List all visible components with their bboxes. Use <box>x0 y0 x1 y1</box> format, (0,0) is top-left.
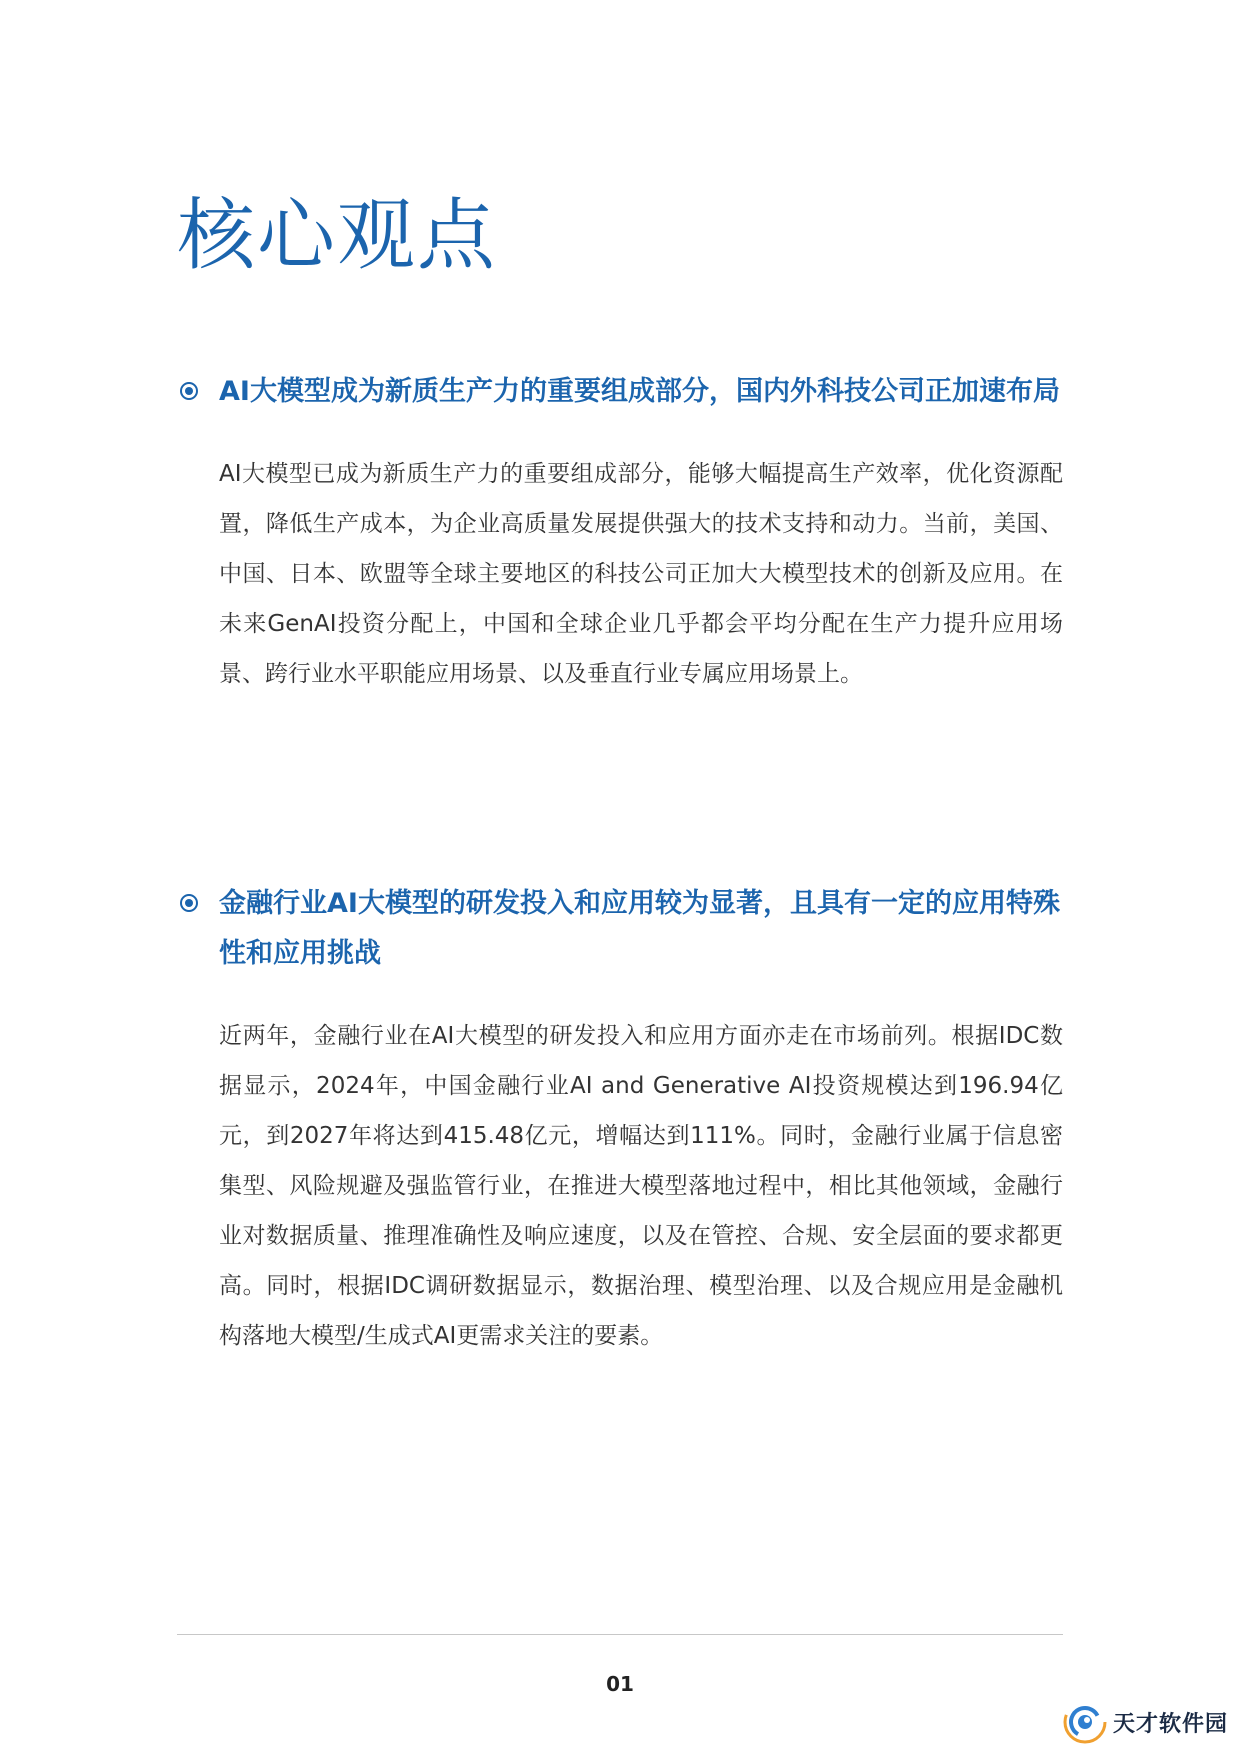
radio-bullet-icon <box>180 382 198 400</box>
page-title: 核心观点 <box>177 191 498 281</box>
page-number: 01 <box>606 1672 634 1696</box>
watermark <box>1063 1698 1228 1746</box>
key-point-1-heading: AI大模型成为新质生产力的重要组成部分，国内外科技公司正加速布局 <box>219 376 1060 407</box>
radio-bullet-icon <box>180 894 198 912</box>
key-point-1-body: AI大模型已成为新质生产力的重要组成部分，能够大幅提高生产效率，优化资源配置，降低生产成本，为企业高质量发展提供强大的技术支持和动力。当前，美国、中国、日本、欧盟等全球主要地区的科技公司正加大大模型技术的创新及应用。在未来GenAI投资分配上，中国和全球企业几乎都会平均分配在生产力提升应用场景、跨行业水平职能应用场景、以及垂直行业专属应用场景上。 <box>219 461 1063 687</box>
key-point-2 <box>177 879 1063 1361</box>
watermark-text: 天才软件园 <box>1112 1711 1228 1737</box>
key-point-2-heading-row <box>177 879 1063 979</box>
key-point-2-heading: 金融行业AI大模型的研发投入和应用较为显著，且具有一定的应用特殊性和应用挑战 <box>219 888 1060 969</box>
swirl-logo-icon <box>1063 1700 1107 1744</box>
key-point-1 <box>177 367 1063 699</box>
key-point-2-body: 近两年，金融行业在AI大模型的研发投入和应用方面亦走在市场前列。根据IDC数据显示，2024年，中国金融行业AI and Generative AI投资规模达到196.94亿元，到2027年将达到415.48亿元，增幅达到111%。同时，金融行业属于信息密集型、风险规避及强监管行业，在推进大模型落地过程中，相比其他领域，金融行业对数据质量、推理准确性及响应速度，以及在管控、合规、安全层面的要求都更高。同时，根据IDC调研数据显示，数据治理、模型治理、以及合规应用是金融机构落地大模型/生成式AI更需求关注的要素。 <box>219 1023 1063 1349</box>
key-point-1-heading-row <box>177 367 1063 417</box>
footer-divider <box>177 1634 1063 1635</box>
